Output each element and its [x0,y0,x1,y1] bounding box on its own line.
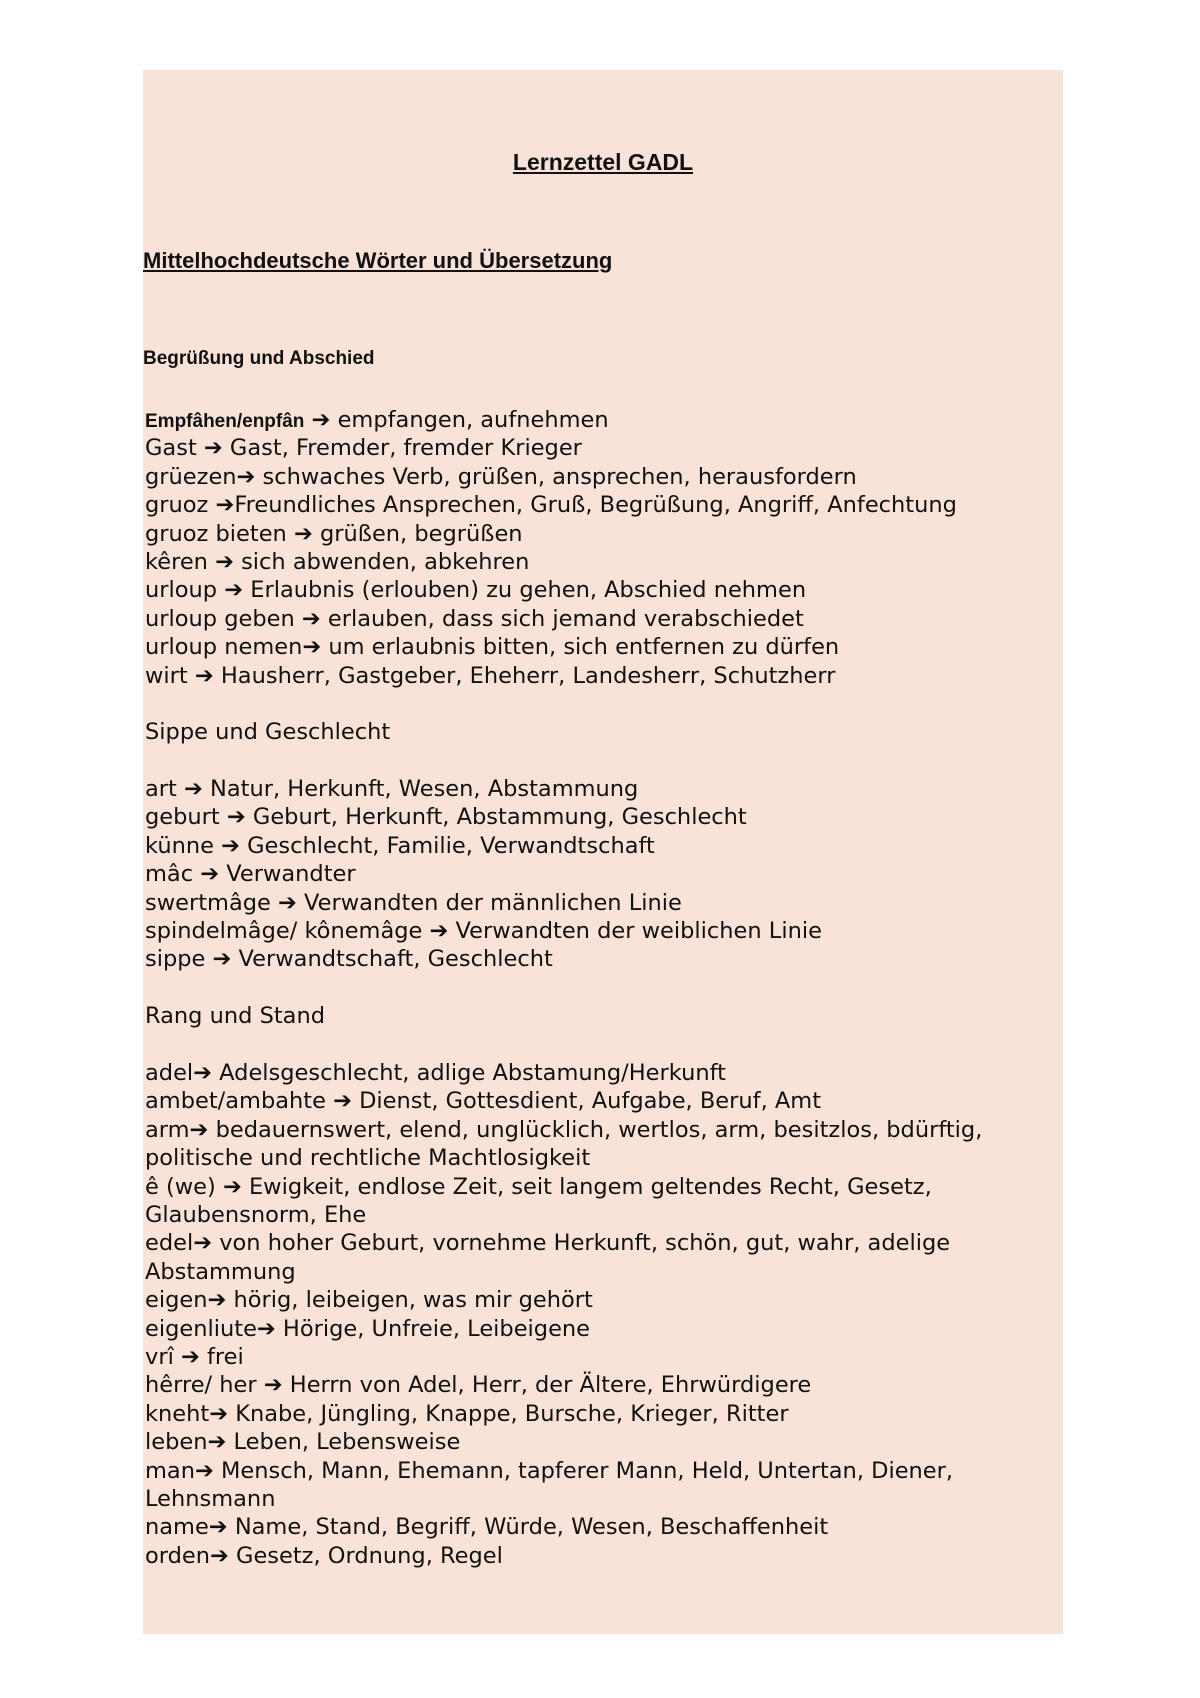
vocab-entry: adel➔ Adelsgeschlecht, adlige Abstamung/Herkunft [145,1059,726,1086]
document-subtitle: Mittelhochdeutsche Wörter und Übersetzung [143,248,613,273]
vocab-entry: arm➔ bedauernswert, elend, unglücklich, wertlos, arm, besitzlos, bdürftig, politische und rechtliche Machtlosigkeit [145,1116,983,1172]
vocab-entry: kêren ➔ sich abwenden, abkehren [145,548,530,575]
vocab-entry: gruoz ➔Freundliches Ansprechen, Gruß, Begrüßung, Angriff, Anfechtung [145,492,957,519]
vocab-entry: sippe ➔ Verwandtschaft, Geschlecht [145,946,553,973]
vocab-entry [145,406,1045,434]
vocab-term: Empfâhen/enpfân [145,411,305,432]
vocab-entry: eigenliute➔ Hörige, Unfreie, Leibeigene [145,1315,591,1342]
vocab-entry: name➔ Name, Stand, Begriff, Würde, Wesen, Beschaffenheit [145,1514,829,1541]
vocabulary-list [145,406,1045,1570]
vocab-entry: kneht➔ Knabe, Jüngling, Knappe, Bursche, Krieger, Ritter [145,1400,789,1427]
section-heading-begruessung: Begrüßung und Abschied [143,348,375,369]
vocab-entry: mâc ➔ Verwandter [145,861,356,888]
vocab-entry: urloup geben ➔ erlauben, dass sich jemand verabschiedet [145,605,804,632]
vocab-translation: ➔ empfangen, aufnehmen [304,407,609,433]
vocab-entry: orden➔ Gesetz, Ordnung, Regel [145,1542,503,1569]
vocab-entry: geburt ➔ Geburt, Herkunft, Abstammung, Geschlecht [145,804,747,831]
vocab-entry: edel➔ von hoher Geburt, vornehme Herkunft, schön, gut, wahr, adelige Abstammung [145,1230,951,1285]
vocab-entry: man➔ Mensch, Mann, Ehemann, tapferer Mann, Held, Untertan, Diener, Lehnsmann [145,1457,954,1512]
vocab-entry: hêrre/ her ➔ Herrn von Adel, Herr, der Ältere, Ehrwürdigere [145,1372,812,1399]
vocab-entry: künne ➔ Geschlecht, Familie, Verwandtschaft [145,832,655,859]
vocab-entry: Gast ➔ Gast, Fremder, fremder Krieger [145,435,582,462]
document-page [143,70,1063,1634]
spacer [145,974,1045,1002]
vocab-entry: wirt ➔ Hausherr, Gastgeber, Eheherr, Landesherr, Schutzherr [145,662,836,689]
section-heading-sippe: Sippe und Geschlecht [145,719,391,746]
vocab-entry: urloup nemen➔ um erlaubnis bitten, sich entfernen zu dürfen [145,634,840,661]
section-heading-rang: Rang und Stand [145,1003,326,1030]
document-title: Lernzettel GADL [512,149,694,175]
vocab-entry: art ➔ Natur, Herkunft, Wesen, Abstammung [145,776,639,803]
spacer [145,747,1045,775]
vocab-entry: urloup ➔ Erlaubnis (erlouben) zu gehen, Abschied nehmen [145,577,807,604]
vocab-entry: spindelmâge/ kônemâge ➔ Verwandten der weiblichen Linie [145,918,822,945]
vocab-entry: gruoz bieten ➔ grüßen, begrüßen [145,520,523,547]
vocab-entry: grüezen➔ schwaches Verb, grüßen, ansprechen, herausfordern [145,463,857,490]
vocab-entry: eigen➔ hörig, leibeigen, was mir gehört [145,1287,593,1314]
vocab-entry: leben➔ Leben, Lebensweise [145,1429,461,1456]
spacer [145,690,1045,718]
vocab-entry: ambet/ambahte ➔ Dienst, Gottesdient, Aufgabe, Beruf, Amt [145,1088,822,1115]
vocab-entry: swertmâge ➔ Verwandten der männlichen Linie [145,889,682,916]
vocab-entry: vrî ➔ frei [145,1343,244,1370]
spacer [145,1031,1045,1059]
vocab-entry: ê (we) ➔ Ewigkeit, endlose Zeit, seit langem geltendes Recht, Gesetz, Glaubensnorm, Ehe [145,1173,932,1228]
